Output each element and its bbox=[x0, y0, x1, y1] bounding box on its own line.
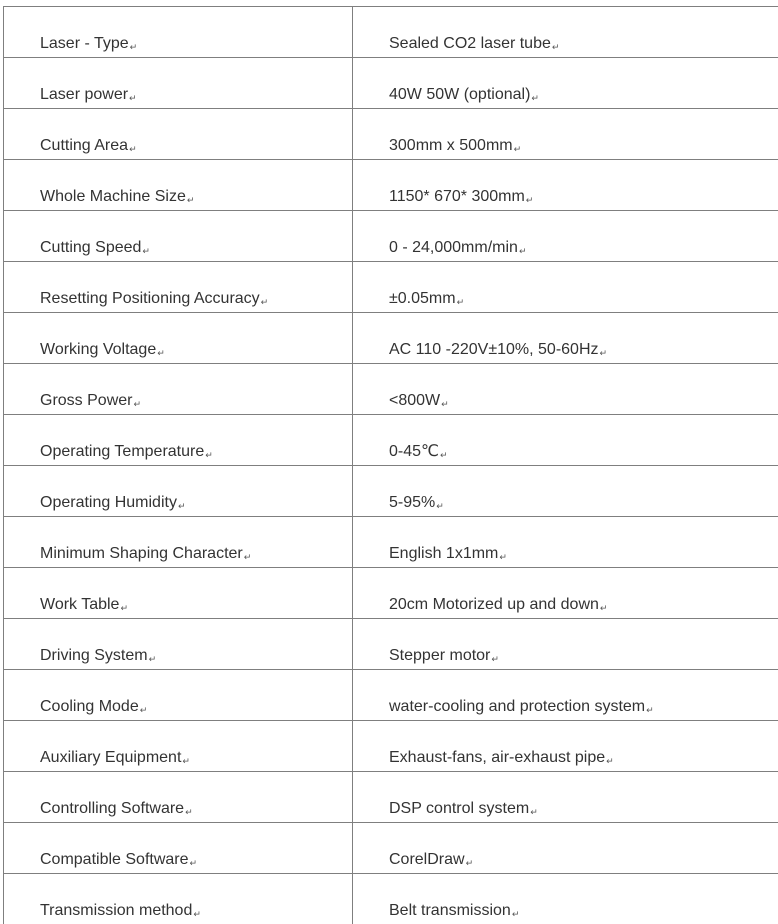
paragraph-mark-icon: ↵ bbox=[157, 349, 165, 358]
spec-label-cell bbox=[4, 313, 353, 364]
paragraph-mark-icon: ↵ bbox=[531, 94, 539, 103]
paragraph-mark-icon: ↵ bbox=[244, 553, 252, 562]
spec-value: 1150* 670* 300mm bbox=[389, 188, 525, 205]
spec-label: Work Table bbox=[40, 596, 119, 613]
spec-table bbox=[3, 6, 778, 924]
spec-label-cell bbox=[4, 721, 353, 772]
paragraph-mark-icon: ↵ bbox=[436, 502, 444, 511]
paragraph-mark-icon: ↵ bbox=[526, 196, 534, 205]
spec-table-body bbox=[4, 7, 778, 924]
paragraph-mark-icon: ↵ bbox=[129, 94, 137, 103]
paragraph-mark-icon: ↵ bbox=[142, 247, 150, 256]
paragraph-mark-icon: ↵ bbox=[441, 400, 449, 409]
spec-label: Cutting Area bbox=[40, 137, 128, 154]
paragraph-mark-icon: ↵ bbox=[149, 655, 157, 664]
table-row bbox=[4, 211, 778, 262]
spec-label-cell bbox=[4, 772, 353, 823]
spec-label: Laser power bbox=[40, 86, 128, 103]
spec-value-cell bbox=[353, 7, 778, 58]
spec-value: <800W bbox=[389, 392, 440, 409]
spec-value-cell bbox=[353, 874, 778, 924]
spec-label: Transmission method bbox=[40, 902, 192, 919]
spec-label: Working Voltage bbox=[40, 341, 156, 358]
spec-value: DSP control system bbox=[389, 800, 529, 817]
spec-label-cell bbox=[4, 466, 353, 517]
spec-label-cell bbox=[4, 109, 353, 160]
spec-label-cell bbox=[4, 7, 353, 58]
paragraph-mark-icon: ↵ bbox=[133, 400, 141, 409]
spec-label: Driving System bbox=[40, 647, 148, 664]
paragraph-mark-icon: ↵ bbox=[519, 247, 527, 256]
spec-label-cell bbox=[4, 517, 353, 568]
paragraph-mark-icon: ↵ bbox=[140, 706, 148, 715]
table-row bbox=[4, 7, 778, 58]
spec-value-cell bbox=[353, 619, 778, 670]
paragraph-mark-icon: ↵ bbox=[261, 298, 269, 307]
paragraph-mark-icon: ↵ bbox=[182, 757, 190, 766]
spec-value-cell bbox=[353, 721, 778, 772]
table-row bbox=[4, 313, 778, 364]
spec-label: Controlling Software bbox=[40, 800, 184, 817]
paragraph-mark-icon: ↵ bbox=[552, 43, 560, 52]
spec-label: Operating Temperature bbox=[40, 443, 204, 460]
spec-label-cell bbox=[4, 58, 353, 109]
spec-label: Gross Power bbox=[40, 392, 132, 409]
spec-value-cell bbox=[353, 109, 778, 160]
spec-label-cell bbox=[4, 568, 353, 619]
spec-label-cell bbox=[4, 619, 353, 670]
spec-label-cell bbox=[4, 823, 353, 874]
spec-value-cell bbox=[353, 160, 778, 211]
spec-value: ±0.05mm bbox=[389, 290, 456, 307]
paragraph-mark-icon: ↵ bbox=[178, 502, 186, 511]
spec-value: 0 - 24,000mm/min bbox=[389, 239, 518, 256]
paragraph-mark-icon: ↵ bbox=[606, 757, 614, 766]
paragraph-mark-icon: ↵ bbox=[491, 655, 499, 664]
spec-label: Minimum Shaping Character bbox=[40, 545, 243, 562]
spec-label: Compatible Software bbox=[40, 851, 189, 868]
paragraph-mark-icon: ↵ bbox=[600, 604, 608, 613]
paragraph-mark-icon: ↵ bbox=[440, 451, 448, 460]
paragraph-mark-icon: ↵ bbox=[600, 349, 608, 358]
table-row bbox=[4, 262, 778, 313]
table-row bbox=[4, 160, 778, 211]
paragraph-mark-icon: ↵ bbox=[499, 553, 507, 562]
spec-value-cell bbox=[353, 211, 778, 262]
spec-label-cell bbox=[4, 670, 353, 721]
spec-value: CorelDraw bbox=[389, 851, 465, 868]
spec-value: AC 110 -220V±10%, 50-60Hz bbox=[389, 341, 599, 358]
paragraph-mark-icon: ↵ bbox=[187, 196, 195, 205]
spec-value: 0-45℃ bbox=[389, 443, 439, 460]
table-row bbox=[4, 58, 778, 109]
spec-label: Cutting Speed bbox=[40, 239, 141, 256]
spec-value: 5-95% bbox=[389, 494, 435, 511]
spec-label: Auxiliary Equipment bbox=[40, 749, 181, 766]
spec-value-cell bbox=[353, 415, 778, 466]
spec-value: 20cm Motorized up and down bbox=[389, 596, 599, 613]
paragraph-mark-icon: ↵ bbox=[129, 145, 137, 154]
table-row bbox=[4, 823, 778, 874]
spec-label-cell bbox=[4, 364, 353, 415]
table-row bbox=[4, 568, 778, 619]
spec-value: 40W 50W (optional) bbox=[389, 86, 530, 103]
spec-value: Sealed CO2 laser tube bbox=[389, 35, 551, 52]
table-row bbox=[4, 619, 778, 670]
spec-value: Exhaust-fans, air-exhaust pipe bbox=[389, 749, 605, 766]
table-row bbox=[4, 670, 778, 721]
spec-value-cell bbox=[353, 823, 778, 874]
spec-value: Stepper motor bbox=[389, 647, 490, 664]
spec-label: Laser - Type bbox=[40, 35, 129, 52]
spec-label-cell bbox=[4, 262, 353, 313]
table-row bbox=[4, 415, 778, 466]
spec-value: English 1x1mm bbox=[389, 545, 498, 562]
paragraph-mark-icon: ↵ bbox=[190, 859, 198, 868]
paragraph-mark-icon: ↵ bbox=[457, 298, 465, 307]
spec-value: Belt transmission bbox=[389, 902, 511, 919]
spec-value-cell bbox=[353, 364, 778, 415]
paragraph-mark-icon: ↵ bbox=[130, 43, 138, 52]
paragraph-mark-icon: ↵ bbox=[466, 859, 474, 868]
paragraph-mark-icon: ↵ bbox=[205, 451, 213, 460]
paragraph-mark-icon: ↵ bbox=[185, 808, 193, 817]
paragraph-mark-icon: ↵ bbox=[646, 706, 654, 715]
paragraph-mark-icon: ↵ bbox=[120, 604, 128, 613]
spec-value: water-cooling and protection system bbox=[389, 698, 645, 715]
spec-value-cell bbox=[353, 517, 778, 568]
spec-label-cell bbox=[4, 211, 353, 262]
spec-value: 300mm x 500mm bbox=[389, 137, 513, 154]
spec-label: Cooling Mode bbox=[40, 698, 139, 715]
paragraph-mark-icon: ↵ bbox=[514, 145, 522, 154]
spec-label-cell bbox=[4, 874, 353, 924]
paragraph-mark-icon: ↵ bbox=[530, 808, 538, 817]
table-row bbox=[4, 772, 778, 823]
spec-label: Operating Humidity bbox=[40, 494, 177, 511]
paragraph-mark-icon: ↵ bbox=[193, 910, 201, 919]
spec-value-cell bbox=[353, 313, 778, 364]
spec-value-cell bbox=[353, 670, 778, 721]
spec-label: Resetting Positioning Accuracy bbox=[40, 290, 260, 307]
spec-label-cell bbox=[4, 160, 353, 211]
spec-value-cell bbox=[353, 58, 778, 109]
table-row bbox=[4, 517, 778, 568]
spec-label-cell bbox=[4, 415, 353, 466]
spec-value-cell bbox=[353, 772, 778, 823]
spec-value-cell bbox=[353, 262, 778, 313]
table-row bbox=[4, 466, 778, 517]
table-row bbox=[4, 721, 778, 772]
spec-value-cell bbox=[353, 568, 778, 619]
table-row bbox=[4, 874, 778, 924]
paragraph-mark-icon: ↵ bbox=[512, 910, 520, 919]
table-row bbox=[4, 109, 778, 160]
table-row bbox=[4, 364, 778, 415]
spec-label: Whole Machine Size bbox=[40, 188, 186, 205]
spec-value-cell bbox=[353, 466, 778, 517]
